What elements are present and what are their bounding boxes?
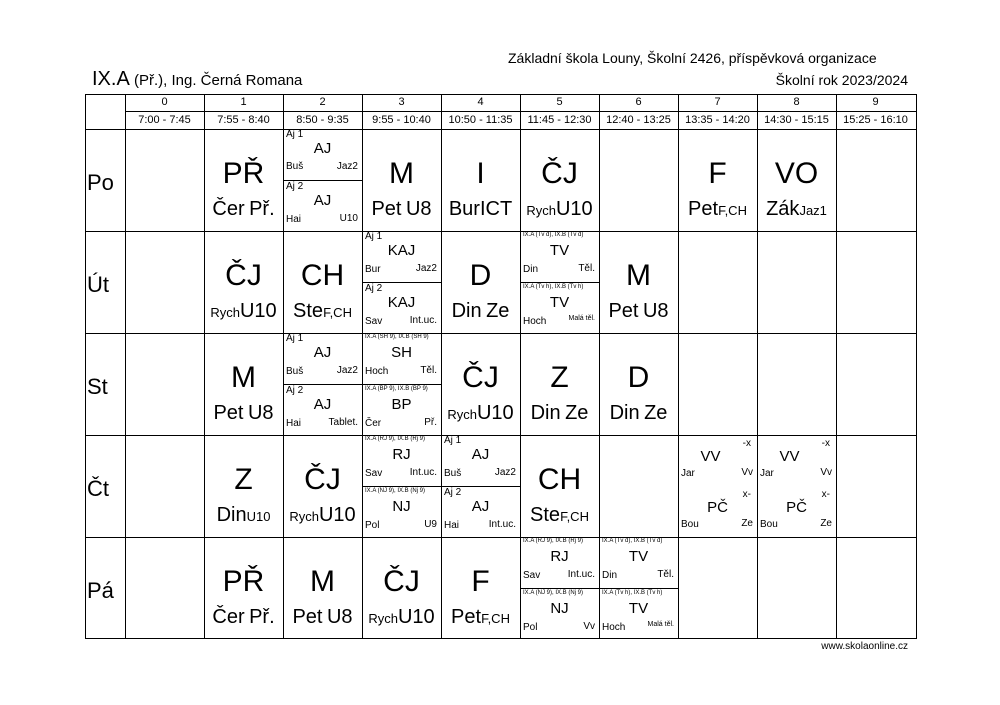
teacher: Hai [286, 214, 302, 225]
teacher: Hoch [523, 316, 547, 327]
room: U9 [424, 519, 437, 530]
teacher: Din [216, 504, 247, 526]
lesson-ut-3[interactable] [362, 231, 441, 333]
subject: CH [537, 463, 582, 496]
group-lesson [520, 282, 599, 334]
lesson-po-2[interactable] [283, 129, 362, 231]
grid-line [85, 94, 86, 639]
teacher: Čer [365, 418, 382, 429]
teacher: Din [602, 570, 618, 581]
period-time: 9:55 - 10:40 [372, 114, 431, 126]
teacher: Pet [371, 198, 402, 220]
teacher: Rych [210, 305, 240, 320]
lesson-pa-4[interactable] [441, 537, 520, 639]
day-label-pa: Pá [87, 578, 114, 603]
subject: AJ [313, 344, 332, 361]
subject: AJ [471, 498, 490, 515]
teacher: Sav [365, 316, 383, 327]
grid-line [916, 94, 917, 639]
teacher: Bur [448, 198, 480, 220]
group-label: Aj 1 [365, 231, 383, 242]
group-label: IX.A (BP 9), IX.B (BP 9) [365, 386, 428, 392]
lesson-details [204, 503, 283, 529]
lesson-ct-1[interactable] [204, 435, 283, 537]
group-label: IX.A (RJ 9), IX.B (Rj 9) [365, 436, 426, 442]
room: Jaz2 [415, 263, 437, 274]
week-mark: -x [821, 438, 830, 449]
teacher: Buš [286, 366, 304, 377]
group-label: Aj 1 [286, 129, 304, 140]
lesson-details [362, 197, 441, 223]
teacher: Pet [451, 606, 482, 628]
lesson-details [283, 503, 362, 529]
group-label: IX.A (Tv h), IX.B (Tv h) [602, 590, 663, 596]
lesson-st-4[interactable] [441, 333, 520, 435]
subject: AJ [471, 446, 490, 463]
period-number: 8 [793, 96, 800, 108]
room: ICT [479, 198, 513, 220]
group-label: Aj 2 [286, 181, 304, 192]
room: Int.uc. [409, 467, 437, 478]
week-mark: x- [821, 489, 830, 500]
subject: BP [391, 396, 412, 413]
room: F,CH [481, 611, 510, 626]
lesson-details [204, 197, 283, 223]
lesson-ut-5[interactable] [520, 231, 599, 333]
room: Int.uc. [488, 519, 516, 530]
subject: TV [549, 294, 570, 311]
lesson-ut-6[interactable] [599, 231, 678, 333]
day-label-po: Po [87, 170, 114, 195]
teacher: Pet [608, 300, 639, 322]
group-lesson [283, 180, 362, 232]
group-label: IX.A (NJ 9), IX.B (Nj 9) [523, 590, 584, 596]
room: Vv [820, 467, 832, 478]
group-label: IX.A (Tv d), IX.B (Tv d) [523, 232, 584, 238]
lesson-details [441, 605, 520, 631]
period-number: 1 [240, 96, 247, 108]
period-number: 5 [556, 96, 563, 108]
teacher: Hai [286, 418, 302, 429]
teacher: Din [530, 402, 561, 424]
period-time: 13:35 - 14:20 [685, 114, 750, 126]
subject: ČJ [225, 259, 262, 292]
teacher: Čer [212, 198, 245, 220]
room: U10 [476, 402, 514, 424]
period-number: 6 [635, 96, 642, 108]
teacher: Buš [286, 161, 304, 172]
room: Jaz2 [336, 365, 358, 376]
class-name: IX.A [92, 68, 130, 90]
grid-line [836, 94, 837, 639]
lesson-st-5[interactable] [520, 333, 599, 435]
teacher: Hoch [602, 622, 626, 633]
teacher: Din [609, 402, 640, 424]
room: Př. [249, 198, 275, 220]
lesson-po-1[interactable] [204, 129, 283, 231]
group-label: IX.A (Tv d), IX.B (Tv d) [602, 538, 663, 544]
room: Ze [486, 300, 510, 322]
group-lesson [678, 486, 757, 537]
lesson-ct-3[interactable] [362, 435, 441, 537]
teacher: Hoch [365, 366, 389, 377]
subject: KAJ [387, 242, 416, 259]
room: Př. [424, 417, 437, 428]
group-label: Aj 2 [444, 487, 462, 498]
lesson-details [283, 605, 362, 631]
room: U8 [642, 300, 669, 322]
lesson-ct-2[interactable] [283, 435, 362, 537]
teacher: Bou [681, 519, 699, 530]
subject: VO [774, 157, 819, 190]
class-teacher: Ing. Černá Romana [171, 72, 303, 89]
teacher: Čer [212, 606, 245, 628]
room: Ze [565, 402, 589, 424]
period-time: 11:45 - 12:30 [527, 114, 592, 126]
lesson-po-5[interactable] [520, 129, 599, 231]
period-time: 12:40 - 13:25 [606, 114, 671, 126]
teacher: Ste [530, 504, 561, 526]
lesson-pa-6[interactable] [599, 537, 678, 639]
lesson-st-1[interactable] [204, 333, 283, 435]
day-label-ut: Út [87, 272, 109, 297]
period-number: 2 [319, 96, 326, 108]
subject: I [476, 157, 485, 190]
lesson-st-2[interactable] [283, 333, 362, 435]
room: U8 [405, 198, 432, 220]
lesson-st-3[interactable] [362, 333, 441, 435]
room: Ze [741, 518, 753, 529]
lesson-ct-4[interactable] [441, 435, 520, 537]
teacher: Jar [681, 468, 695, 479]
room: Jaz2 [494, 467, 516, 478]
school-year: Školní rok 2023/2024 [775, 72, 908, 88]
week-mark: -x [742, 438, 751, 449]
subject: M [389, 157, 414, 190]
lesson-details [599, 401, 678, 427]
group-lesson [283, 384, 362, 436]
teacher: Pol [365, 520, 380, 531]
subject: ČJ [304, 463, 341, 496]
room: F,CH [323, 305, 352, 320]
lesson-details [441, 401, 520, 427]
lesson-po-7[interactable] [678, 129, 757, 231]
lesson-ct-8[interactable] [757, 435, 836, 537]
subject: M [626, 259, 651, 292]
subject: AJ [313, 396, 332, 413]
period-number: 3 [398, 96, 405, 108]
class-branch: (Př.), [129, 72, 172, 89]
room: Malá těl. [647, 621, 674, 628]
group-lesson [520, 588, 599, 640]
lesson-details [204, 605, 283, 631]
subject: Z [550, 361, 569, 394]
lesson-ut-1[interactable] [204, 231, 283, 333]
room: U8 [247, 402, 274, 424]
group-label: Aj 1 [286, 333, 304, 344]
period-time: 7:55 - 8:40 [217, 114, 270, 126]
room: Př. [249, 606, 275, 628]
room: Malá těl. [568, 315, 595, 322]
teacher: Rych [526, 203, 556, 218]
lesson-ct-5[interactable] [520, 435, 599, 537]
group-label: Aj 2 [286, 385, 304, 396]
group-lesson [599, 537, 678, 588]
room: F,CH [718, 203, 747, 218]
subject: F [471, 565, 490, 598]
subject: SH [391, 344, 412, 361]
subject: CH [300, 259, 345, 292]
subject: NJ [392, 498, 411, 515]
lesson-pa-1[interactable] [204, 537, 283, 639]
teacher: Din [523, 264, 539, 275]
group-lesson [441, 435, 520, 486]
group-lesson [599, 588, 678, 640]
group-label: IX.A (NJ 9), IX.B (Nj 9) [365, 488, 426, 494]
subject: F [708, 157, 727, 190]
lesson-po-3[interactable] [362, 129, 441, 231]
group-lesson [362, 486, 441, 538]
lesson-po-4[interactable] [441, 129, 520, 231]
group-lesson [520, 231, 599, 282]
teacher: Bou [760, 519, 778, 530]
period-number: 9 [872, 96, 879, 108]
teacher: Sav [523, 570, 541, 581]
group-lesson [283, 333, 362, 384]
subject: ČJ [541, 157, 578, 190]
room: Int.uc. [409, 315, 437, 326]
subject: D [469, 259, 492, 292]
subject: PŘ [222, 157, 265, 190]
week-mark: x- [742, 489, 751, 500]
room: Těl. [657, 569, 674, 580]
room: U10 [397, 606, 435, 628]
lesson-details [520, 401, 599, 427]
day-label-st: St [87, 374, 108, 399]
lesson-details [362, 605, 441, 631]
grid-line [85, 94, 917, 95]
lesson-po-8[interactable] [757, 129, 836, 231]
teacher: Jar [760, 468, 774, 479]
school-name: Základní škola Louny, Školní 2426, příspěvková organizace [508, 50, 877, 66]
group-label: IX.A (Tv h), IX.B (Tv h) [523, 284, 584, 290]
teacher: Sav [365, 468, 383, 479]
subject: RJ [550, 548, 569, 565]
teacher: Din [451, 300, 482, 322]
footer-url[interactable]: www.skolaonline.cz [821, 641, 908, 652]
teacher: Bur [365, 264, 381, 275]
lesson-details [441, 299, 520, 325]
subject: Z [234, 463, 253, 496]
group-label: Aj 2 [365, 283, 383, 294]
group-label: IX.A (SH 9), IX.B (SH 9) [365, 334, 429, 340]
group-lesson [757, 486, 836, 537]
lesson-details [204, 299, 283, 325]
group-lesson [757, 435, 836, 486]
subject: KAJ [387, 294, 416, 311]
subject: PČ [707, 499, 728, 516]
subject: VV [700, 448, 721, 465]
lesson-details [204, 401, 283, 427]
room: Ze [820, 518, 832, 529]
subject: M [310, 565, 335, 598]
subject: ČJ [462, 361, 499, 394]
period-time: 14:30 - 15:15 [764, 114, 829, 126]
lesson-details [599, 299, 678, 325]
lesson-pa-5[interactable] [520, 537, 599, 639]
group-lesson [362, 231, 441, 282]
subject: AJ [313, 192, 332, 209]
group-lesson [362, 282, 441, 334]
subject: D [627, 361, 650, 394]
room: F,CH [560, 509, 589, 524]
period-time: 15:25 - 16:10 [843, 114, 908, 126]
room: U10 [246, 509, 271, 524]
lesson-details [441, 197, 520, 223]
group-lesson [362, 384, 441, 436]
teacher: Buš [444, 468, 462, 479]
room: U10 [555, 198, 593, 220]
lesson-details [520, 197, 599, 223]
lesson-st-6[interactable] [599, 333, 678, 435]
teacher: Pet [292, 606, 323, 628]
period-time: 8:50 - 9:35 [296, 114, 349, 126]
lesson-pa-3[interactable] [362, 537, 441, 639]
lesson-ut-4[interactable] [441, 231, 520, 333]
lesson-ut-2[interactable] [283, 231, 362, 333]
room: U10 [239, 300, 277, 322]
teacher: Pet [688, 198, 719, 220]
grid-line [125, 111, 917, 112]
subject: TV [628, 548, 649, 565]
room: Ze [644, 402, 668, 424]
period-number: 7 [714, 96, 721, 108]
teacher: Pet [213, 402, 244, 424]
room: Těl. [420, 365, 437, 376]
teacher: Rych [447, 407, 477, 422]
group-lesson [678, 435, 757, 486]
teacher: Hai [444, 520, 460, 531]
group-lesson [283, 129, 362, 180]
group-lesson [520, 537, 599, 588]
room: Těl. [578, 263, 595, 274]
group-label: Aj 1 [444, 435, 462, 446]
room: Vv [741, 467, 753, 478]
lesson-details [757, 197, 836, 223]
lesson-pa-2[interactable] [283, 537, 362, 639]
room: U10 [339, 213, 358, 224]
period-time: 7:00 - 7:45 [138, 114, 191, 126]
timetable-grid [85, 94, 917, 639]
room: Jaz1 [799, 203, 827, 218]
room: Jaz2 [336, 161, 358, 172]
room: Vv [583, 621, 595, 632]
group-lesson [362, 333, 441, 384]
lesson-ct-7[interactable] [678, 435, 757, 537]
lesson-details [520, 503, 599, 529]
teacher: Rych [368, 611, 398, 626]
day-label-ct: Čt [87, 476, 109, 501]
teacher: Pol [523, 622, 538, 633]
room: Tablet. [328, 417, 358, 428]
subject: VV [779, 448, 800, 465]
class-title [92, 68, 302, 91]
subject: ČJ [383, 565, 420, 598]
teacher: Rych [289, 509, 319, 524]
lesson-details [678, 197, 757, 223]
teacher: Zák [766, 198, 800, 220]
subject: PČ [786, 499, 807, 516]
subject: M [231, 361, 256, 394]
group-lesson [362, 435, 441, 486]
grid-line [125, 94, 126, 639]
period-number: 0 [161, 96, 168, 108]
period-time: 10:50 - 11:35 [448, 114, 513, 126]
subject: TV [549, 242, 570, 259]
room: U8 [326, 606, 353, 628]
room: Int.uc. [567, 569, 595, 580]
subject: NJ [550, 600, 569, 617]
subject: RJ [392, 446, 411, 463]
group-lesson [441, 486, 520, 538]
subject: AJ [313, 140, 332, 157]
group-label: IX.A (RJ 9), IX.B (Rj 9) [523, 538, 584, 544]
period-number: 4 [477, 96, 484, 108]
subject: TV [628, 600, 649, 617]
room: U10 [318, 504, 356, 526]
subject: PŘ [222, 565, 265, 598]
lesson-details [283, 299, 362, 325]
teacher: Ste [293, 300, 324, 322]
